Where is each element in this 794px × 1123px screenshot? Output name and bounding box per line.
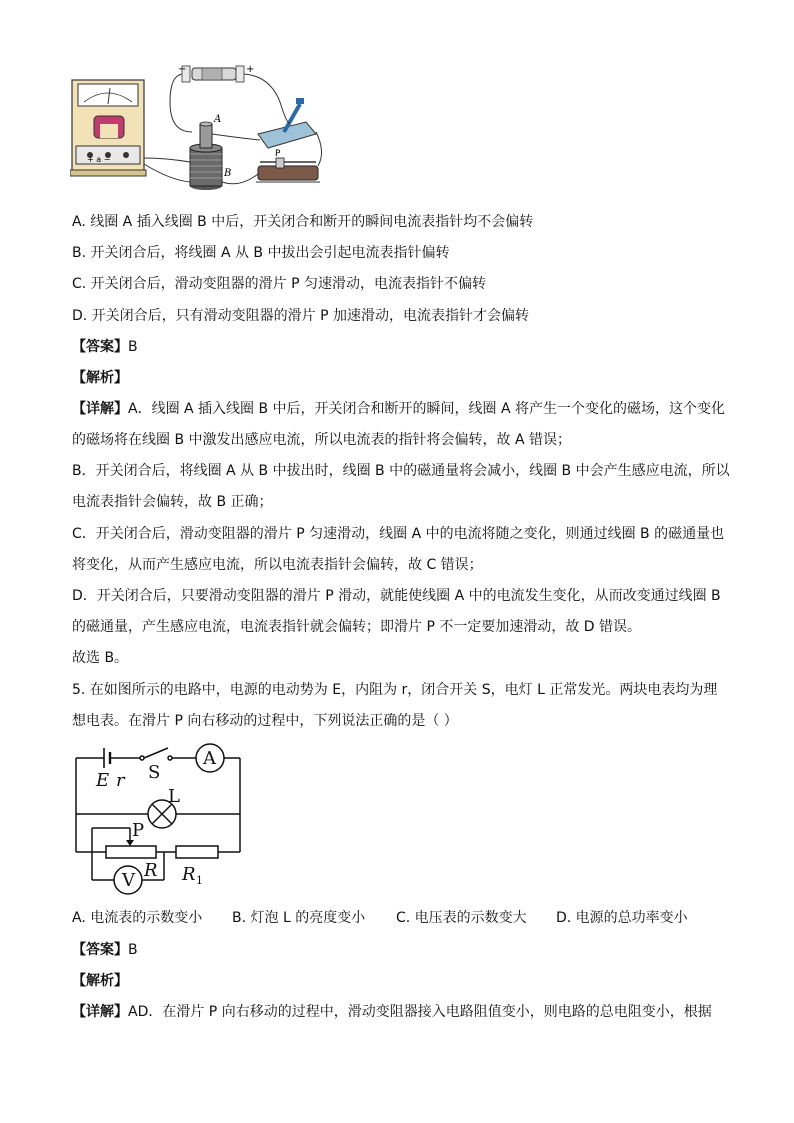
q4-option-d: D. 开关闭合后，只有滑动变阻器的滑片 P 加速滑动，电流表指针才会偏转 [72,308,530,324]
label-ammeter: A [203,748,216,769]
q4-detail-line-4: 电流表指针会偏转，故 B 正确； [72,494,273,510]
q5-analysis-heading [72,971,128,991]
figure-induction-apparatus [70,62,330,192]
coil-a-label: A [214,114,222,125]
q4-option-b: B. 开关闭合后，将线圈 A 从 B 中拔出会引起电流表指针偏转 [72,245,450,261]
q5-option-c: C. 电压表的示数变大 [396,910,527,926]
label-r1-sub: 1 [196,874,203,887]
detail-tag: 【详解】 [72,1004,128,1020]
answer-tag: 【答案】 [72,942,128,958]
detail-tag: 【详解】 [72,401,128,417]
answer-value: B [128,339,138,355]
coil-b [190,144,222,190]
q4-detail-line-8: 的磁通量，产生感应电流，电流表指针就会偏转；即滑片 P 不一定要加速滑动，故 D 错误。 [72,619,642,635]
q4-detail-line-1 [72,399,725,419]
q4-option-c: C. 开关闭合后，滑动变阻器的滑片 P 匀速滑动，电流表指针不偏转 [72,276,487,292]
q4-detail-line-6: 将变化，从而产生感应电流，所以电流表指针会偏转，故 C 错误； [72,557,483,573]
label-lamp: L [168,786,180,807]
battery-plus-label: + [246,64,255,75]
battery [182,66,244,82]
q5-stem-line-2: 想电表。在滑片 P 向右移动的过程中，下列说法正确的是（ ） [72,713,458,729]
q4-answer [72,337,138,357]
meter-terminal-labels: + a − [87,155,111,164]
answer-value: B [128,942,138,958]
q4-detail-line-7: D．开关闭合后，只要滑动变阻器的滑片 P 滑动，就能使线圈 A 中的电流发生变化，从而改变通过线圈 B [72,588,721,604]
label-voltmeter: V [122,870,135,891]
analysis-tag: 【解析】 [72,370,128,386]
rheostat [256,158,320,182]
q4-analysis-heading [72,368,128,388]
detail-text: A．线圈 A 插入线圈 B 中后，开关闭合和断开的瞬间，线圈 A 将产生一个变化的磁场，这个变化 [128,401,726,417]
answer-tag: 【答案】 [72,339,128,355]
q4-option-a: A. 线圈 A 插入线圈 B 中后，开关闭合和断开的瞬间电流表指针均不会偏转 [72,214,534,230]
q5-option-d: D. 电源的总功率变小 [556,910,688,926]
coil-a [200,122,212,148]
coil-b-label: B [224,168,232,179]
label-p: P [132,820,145,841]
q4-detail-line-5: C．开关闭合后，滑动变阻器的滑片 P 匀速滑动，线圈 A 中的电流将随之变化，则通过线圈 B 的磁通量也 [72,526,725,542]
figure-circuit [72,742,247,897]
label-rheostat: R [144,860,158,881]
q5-answer [72,940,138,960]
label-r: r [116,770,125,791]
label-s: S [148,762,161,783]
detail-text: AD．在滑片 P 向右移动的过程中，滑动变阻器接入电路阻值变小，则电路的总电阻变小，根据 [128,1004,712,1020]
label-r1: R [182,864,196,885]
q5-option-a: A. 电流表的示数变小 [72,910,203,926]
analysis-tag: 【解析】 [72,973,128,989]
q4-detail-line-2: 的磁场将在线圈 B 中激发出感应电流，所以电流表的指针将会偏转，故 A 错误； [72,432,571,448]
q5-detail-line-1 [72,1002,712,1022]
battery-minus-label: − [178,64,187,75]
knife-switch [258,98,316,148]
label-e: E [96,770,110,791]
q4-detail-line-9: 故选 B。 [72,650,129,666]
q5-option-b: B. 灯泡 L 的亮度变小 [232,910,366,926]
slider-p-label: P [275,149,281,159]
q4-detail-line-3: B．开关闭合后，将线圈 A 从 B 中拔出时，线圈 B 中的磁通量将会减小，线圈 B 中会产生感应电流，所以 [72,463,730,479]
q5-stem-line-1: 5. 在如图所示的电路中，电源的电动势为 E，内阻为 r，闭合开关 S，电灯 L 正常发光。两块电表均为理 [72,682,718,698]
